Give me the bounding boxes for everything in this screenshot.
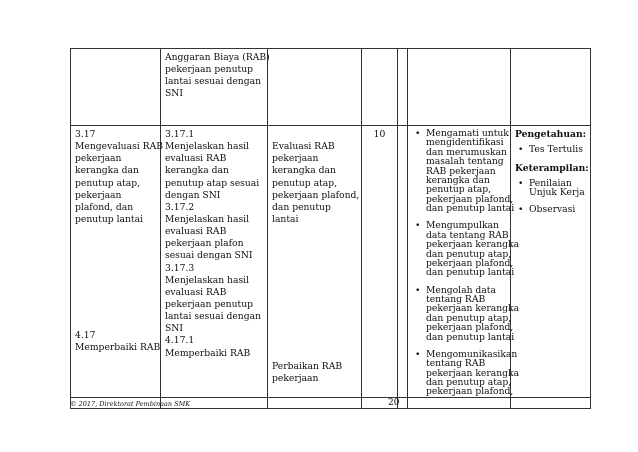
text-line: lantai sesuai dengan xyxy=(165,76,261,88)
kegiatan-item xyxy=(412,220,520,279)
text-line: • Mengamati untuk xyxy=(426,128,509,139)
text-line: mengidentifikasi xyxy=(426,137,504,149)
kegiatan-item xyxy=(412,284,520,343)
text-line: • Mengomunikasikan xyxy=(426,348,518,360)
text-line: Memperbaiki RAB xyxy=(165,347,251,359)
text-line: pekerjaan plafond, xyxy=(426,193,514,205)
cell-alokasi xyxy=(362,126,398,409)
text-line: pekerjaan plafond, xyxy=(426,386,514,398)
text-line: dan penutup atap, xyxy=(426,377,512,388)
text-line: SNI xyxy=(165,323,183,335)
text-line: • Mengolah data xyxy=(426,284,496,296)
text-line: dan penutup atap, xyxy=(426,248,512,260)
text-line: dan merumuskan xyxy=(426,146,507,158)
text-line: sesuai dengan SNI xyxy=(165,250,253,262)
text-line: 3.17 xyxy=(75,129,96,140)
text-line: 3.17.3 xyxy=(165,262,195,274)
text-line: penutup atap, xyxy=(75,177,141,189)
text-line: penutup atap sesuai xyxy=(165,177,260,189)
text-line: Menjelaskan hasil xyxy=(165,213,250,225)
text-line: SNI xyxy=(165,88,183,100)
text-line: • Penilaian xyxy=(529,177,572,189)
text-line: lantai sesuai dengan xyxy=(165,311,261,323)
kd-3-17-text xyxy=(75,129,163,226)
kegiatan-item xyxy=(412,348,520,398)
cell-spacer xyxy=(398,126,408,409)
alokasi-waktu: 10 xyxy=(373,129,386,140)
text-line: pekerjaan plafond, xyxy=(426,257,514,269)
text-line: Anggaran Biaya (RAB) xyxy=(165,52,270,63)
text-line: pekerjaan xyxy=(272,153,319,165)
text-line: penutup atap, xyxy=(272,177,338,189)
penilaian-item xyxy=(515,145,586,154)
text-line: pekerjaan penutup xyxy=(165,298,253,310)
cell-materi xyxy=(268,126,362,409)
text-line: pekerjaan kerangka xyxy=(426,367,520,379)
text-line: Menjelaskan hasil xyxy=(165,141,250,153)
table-row xyxy=(71,49,591,126)
text-line: kerangka dan xyxy=(426,174,490,186)
text-line: Unjuk Kerja xyxy=(529,187,585,199)
cell-kegiatan xyxy=(408,49,511,126)
footer-divider xyxy=(70,397,590,398)
kd-4-17-text xyxy=(75,330,161,354)
cell-kegiatan xyxy=(408,126,520,409)
penilaian-heading-pengetahuan: Pengetahuan: xyxy=(515,129,587,140)
text-line: pekerjaan plafon xyxy=(165,238,244,250)
text-line: pekerjaan kerangka xyxy=(426,303,520,315)
text-line: kerangka dan xyxy=(165,165,229,177)
cell-spacer xyxy=(398,49,408,126)
kegiatan-item xyxy=(412,128,515,214)
text-line: 4.17.1 xyxy=(165,335,195,347)
text-line: dan penutup lantai xyxy=(426,203,515,214)
footer-copyright: © 2017, Direktorat Pembinaan SMK xyxy=(70,400,191,408)
text-line: 3.17.1 xyxy=(165,129,195,140)
text-line: pekerjaan plafond, xyxy=(272,189,360,201)
text-line: tentang RAB xyxy=(426,294,486,305)
text-line: lantai xyxy=(272,213,299,225)
cell-penilaian xyxy=(511,126,591,409)
text-line: plafond, dan xyxy=(75,201,134,213)
text-line: • Tes Tertulis xyxy=(529,144,583,156)
text-line: Menjelaskan hasil xyxy=(165,274,250,286)
ipk-continuation-text xyxy=(165,52,270,101)
text-line: tentang RAB xyxy=(426,358,486,370)
penilaian-list-keterampilan xyxy=(515,179,586,215)
cell-kd xyxy=(71,49,161,126)
text-line: pekerjaan xyxy=(272,373,319,385)
ipk-text xyxy=(165,129,263,360)
text-line: pekerjaan kerangka xyxy=(426,239,520,251)
text-line: dan penutup lantai xyxy=(426,267,515,279)
materi-evaluasi-text xyxy=(272,141,360,226)
text-line: Mengevaluasi RAB xyxy=(75,141,163,153)
materi-perbaikan-text xyxy=(272,361,357,385)
text-line: pekerjaan plafond, xyxy=(426,322,514,334)
text-line: masalah tentang xyxy=(426,156,504,168)
text-line: dengan SNI xyxy=(165,189,221,201)
text-line: evaluasi RAB xyxy=(165,153,227,165)
cell-materi xyxy=(268,49,362,126)
text-line: evaluasi RAB xyxy=(165,286,227,298)
text-line: Memperbaiki RAB xyxy=(75,342,161,354)
text-line: 3.17.2 xyxy=(165,201,195,213)
text-line: Perbaikan RAB xyxy=(272,361,343,373)
cell-ipk xyxy=(161,49,268,126)
text-line: pekerjaan xyxy=(75,153,122,165)
syllabus-table xyxy=(70,48,591,409)
text-line: RAB pekerjaan xyxy=(426,165,496,177)
text-line: penutup lantai xyxy=(75,213,144,225)
penilaian-heading-keterampilan: Keterampilan: xyxy=(515,162,589,174)
text-line: 4.17 xyxy=(75,330,96,342)
penilaian-list-pengetahuan xyxy=(515,145,586,154)
cell-penilaian xyxy=(511,49,591,126)
text-line: data tentang RAB xyxy=(426,229,509,241)
text-line: dan penutup xyxy=(272,201,331,213)
text-line: dan penutup atap, xyxy=(426,312,512,324)
text-line: Evaluasi RAB xyxy=(272,141,335,153)
kegiatan-list xyxy=(412,128,520,398)
penilaian-item xyxy=(515,179,586,198)
table-row xyxy=(71,126,591,409)
text-line: evaluasi RAB xyxy=(165,226,227,238)
text-line: pekerjaan penutup xyxy=(165,64,253,76)
cell-kd xyxy=(71,126,161,409)
text-line: dan penutup lantai xyxy=(426,331,515,343)
text-line: • Observasi xyxy=(529,204,576,216)
text-line: kerangka dan xyxy=(272,165,336,177)
penilaian-item xyxy=(515,205,586,214)
cell-alokasi xyxy=(362,49,398,126)
cell-ipk xyxy=(161,126,268,409)
text-line: pekerjaan xyxy=(75,189,122,201)
text-line: penutup atap, xyxy=(426,184,492,196)
text-line: kerangka dan xyxy=(75,165,139,177)
page-number: 20 xyxy=(388,398,400,408)
text-line: • Mengumpulkan xyxy=(426,220,499,232)
